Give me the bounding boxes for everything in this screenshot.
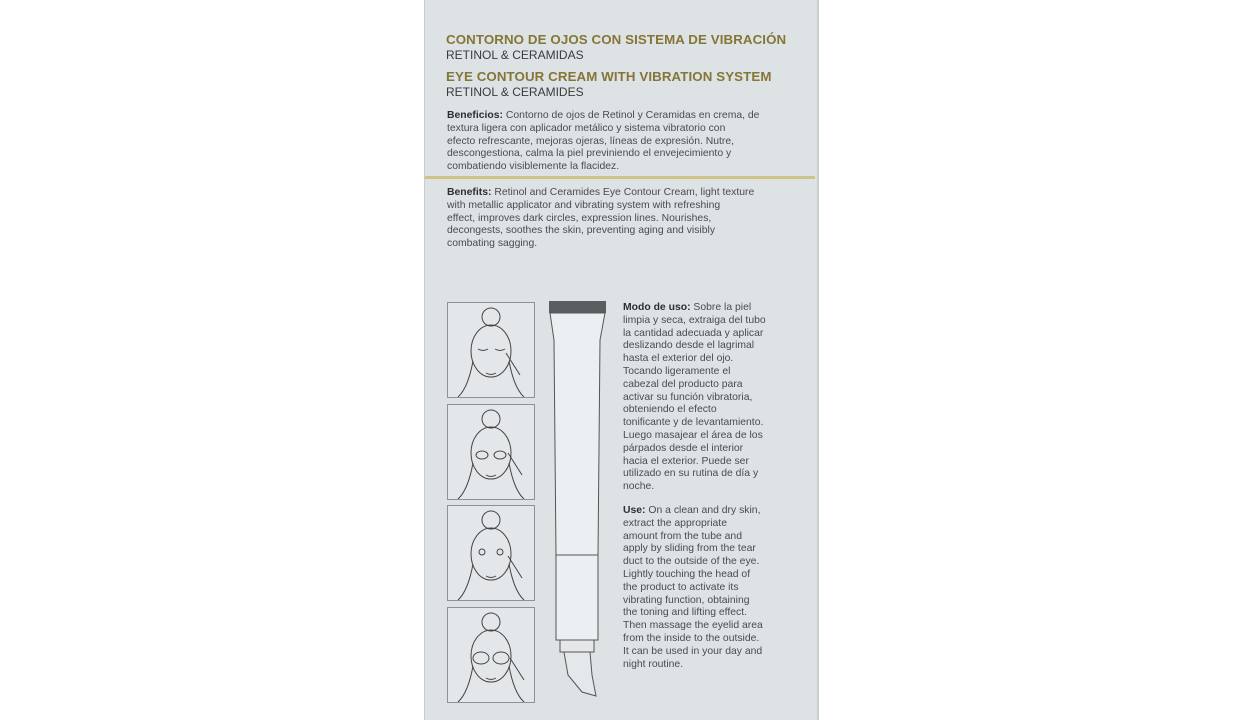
line-text: deslizando desde el lagrimal — [623, 340, 755, 352]
line-text: la cantidad adecuada y aplicar — [623, 327, 764, 339]
text-line — [623, 556, 763, 569]
text-line — [447, 161, 759, 174]
line-text: vibrating function, obtaining — [623, 594, 750, 606]
text-line — [623, 607, 763, 620]
text-line — [623, 595, 763, 608]
line-text: amount from the tube and — [623, 530, 742, 542]
text-line — [623, 443, 766, 456]
line-text: Retinol and Ceramides Eye Contour Cream, light texture — [491, 187, 755, 198]
text-line — [623, 379, 766, 392]
illustration-step-3 — [447, 505, 535, 601]
usage-english — [623, 505, 763, 671]
text-line — [623, 620, 763, 633]
subtitle-english: RETINOL & CERAMIDES — [446, 85, 584, 99]
text-line — [447, 213, 754, 226]
text-line — [447, 225, 754, 238]
text-line — [447, 110, 759, 123]
text-line — [623, 366, 766, 379]
line-text: Contorno de ojos de Retinol y Ceramidas en crema, de — [503, 110, 760, 121]
line-text: combating sagging. — [447, 238, 538, 249]
line-text: hacia el exterior. Puede ser — [623, 455, 749, 467]
line-text: the toning and lifting effect. — [623, 607, 748, 619]
line-text: duct to the outside of the eye. — [623, 556, 760, 568]
title-english: EYE CONTOUR CREAM WITH VIBRATION SYSTEM — [446, 69, 772, 84]
title-spanish: CONTORNO DE OJOS CON SISTEMA DE VIBRACIÓN — [446, 32, 787, 47]
paragraph-label: Modo de uso: — [623, 302, 691, 313]
line-text: Sobre la piel — [690, 302, 752, 313]
text-line — [623, 646, 763, 659]
usage-spanish — [623, 302, 766, 494]
line-text: utilizado en su rutina de día y — [623, 468, 759, 480]
line-text: noche. — [623, 481, 655, 493]
text-line — [623, 315, 766, 328]
illustration-step-1 — [447, 302, 535, 398]
text-line — [623, 392, 766, 405]
text-line — [623, 481, 766, 494]
tube-illustration — [548, 300, 608, 700]
product-box-back — [424, 0, 819, 720]
text-line — [623, 582, 763, 595]
line-text: limpia y seca, extraiga del tubo — [623, 314, 766, 326]
paragraph-label: Benefits: — [447, 187, 492, 198]
illustration-step-2 — [447, 404, 535, 500]
text-line — [623, 417, 766, 430]
line-text: textura ligera con aplicador metálico y sistema vibratorio con — [447, 122, 726, 134]
line-text: night routine. — [623, 658, 684, 670]
line-text: It can be used in your day and — [623, 645, 763, 657]
text-line — [623, 531, 763, 544]
text-line — [447, 238, 754, 251]
text-line — [623, 404, 766, 417]
paragraph-label: Use: — [623, 505, 646, 516]
subtitle-spanish: RETINOL & CERAMIDAS — [446, 48, 584, 62]
text-line — [623, 340, 766, 353]
line-text: effect, improves dark circles, expression lines. Nourishes, — [447, 212, 712, 224]
text-line — [447, 200, 754, 213]
benefits-spanish — [447, 110, 759, 174]
text-line — [623, 430, 766, 443]
text-line — [623, 468, 766, 481]
line-text: from the inside to the outside. — [623, 632, 760, 644]
line-text: descongestiona, calma la piel previniendo el envejecimiento y — [447, 148, 732, 160]
text-line — [623, 353, 766, 366]
gold-divider — [425, 176, 815, 179]
line-text: Lightly touching the head of — [623, 568, 751, 580]
line-text: Luego masajear el área de los — [623, 429, 763, 441]
text-line — [447, 136, 759, 149]
line-text: with metallic applicator and vibrating system with refreshing — [447, 199, 721, 211]
line-text: combatiendo visiblemente la flacidez. — [447, 161, 620, 172]
illustration-step-4 — [447, 607, 535, 703]
line-text: Then massage the eyelid area — [623, 620, 763, 632]
line-text: Tocando ligeramente el — [623, 365, 731, 377]
line-text: obteniendo el efecto — [623, 404, 717, 416]
text-line — [447, 187, 754, 200]
text-line — [447, 148, 759, 161]
line-text: tonificante y de levantamiento. — [623, 417, 764, 429]
line-text: the product to activate its — [623, 581, 739, 593]
line-text: cabezal del producto para — [623, 378, 743, 390]
text-line — [623, 633, 763, 646]
text-line — [623, 518, 763, 531]
line-text: decongests, soothes the skin, preventing aging and visibly — [447, 225, 716, 237]
text-line — [623, 569, 763, 582]
line-text: On a clean and dry skin, — [645, 505, 761, 516]
line-text: párpados desde el interior — [623, 442, 744, 454]
text-line — [447, 123, 759, 136]
paragraph-label: Beneficios: — [447, 110, 504, 121]
text-line — [623, 456, 766, 469]
line-text: hasta el exterior del ojo. — [623, 353, 734, 365]
text-line — [623, 505, 763, 518]
text-line — [623, 543, 763, 556]
text-line — [623, 302, 766, 315]
benefits-english — [447, 187, 754, 251]
line-text: extract the appropriate — [623, 517, 727, 529]
line-text: efecto refrescante, mejoras ojeras, líneas de expresión. Nutre, — [447, 135, 735, 147]
text-line — [623, 659, 763, 672]
line-text: activar su función vibratoria, — [623, 391, 753, 403]
text-line — [623, 328, 766, 341]
line-text: apply by sliding from the tear — [623, 543, 756, 555]
